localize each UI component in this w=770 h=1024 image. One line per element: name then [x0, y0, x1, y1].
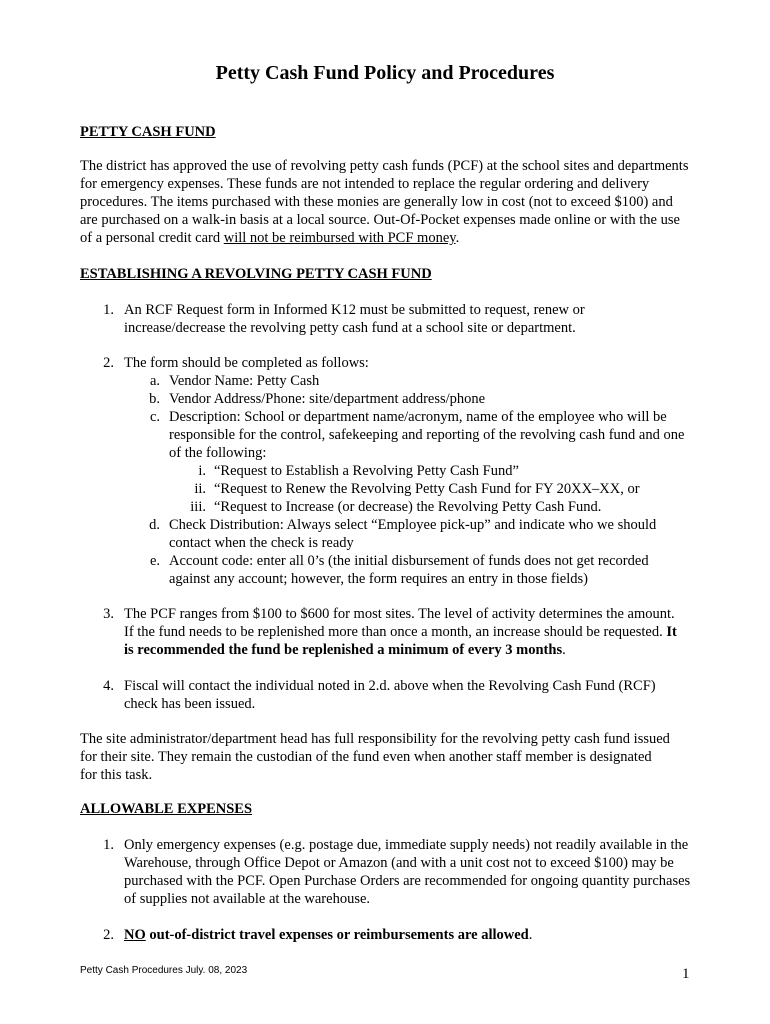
underlined-phrase: will not be reimbursed with PCF money: [223, 230, 456, 246]
roman-list-item: “Request to Establish a Revolving Petty Cash Fund”: [214, 463, 519, 479]
paragraph-text: The district has approved the use of revolving petty cash funds (PCF) at the school sites and departments for emergency expenses. These funds are not intended to replace the regular ordering and delivery procedures. The items purchased with these monies are generally low in cost (not to exceed $100) and are purchased on a walk-in basis at a local source. Out-Of-Pocket expenses made online or with the use of a personal credit card: [80, 158, 689, 246]
list-item: An RCF Request form in Informed K12 must be submitted to request, renew or increase/decrease the revolving petty cash fund at a school site or department.: [124, 302, 585, 336]
sub-list-letter: e.: [149, 553, 160, 569]
sub-list-item: Vendor Name: Petty Cash: [169, 373, 320, 389]
roman-list-item: “Request to Renew the Revolving Petty Cash Fund for FY 20XX–XX, or: [214, 481, 640, 497]
section-heading-establishing: ESTABLISHING A REVOLVING PETTY CASH FUND: [80, 266, 432, 282]
roman-list-item: “Request to Increase (or decrease) the Revolving Petty Cash Fund.: [214, 499, 602, 515]
list-item: Fiscal will contact the individual noted in 2.d. above when the Revolving Cash Fund (RCF) check has been issued.: [124, 678, 656, 712]
sub-list-letter: d.: [149, 517, 160, 533]
bold-recommendation: It is recommended the fund be replenished a minimum of every 3 months: [124, 624, 677, 658]
list-item-end: .: [528, 927, 533, 943]
bold-travel-statement: out-of-district travel expenses or reimbursements are allowed: [145, 927, 529, 943]
sub-list-letter: a.: [149, 373, 160, 389]
list-item: [124, 605, 684, 659]
list-item: The form should be completed as follows:: [124, 355, 369, 371]
list-number: 3.: [103, 606, 114, 622]
sub-list-letter: b.: [149, 391, 160, 407]
page-title: Petty Cash Fund Policy and Procedures: [215, 62, 555, 84]
list-number: 4.: [103, 678, 114, 694]
petty-cash-fund-paragraph: [80, 157, 690, 247]
page-number: 1: [682, 966, 690, 982]
sub-list-letter: c.: [149, 409, 160, 425]
sub-list-item: Account code: enter all 0’s (the initial disbursement of funds does not get recorded against any account; however, the form requires an entry in those fields): [169, 553, 649, 587]
underlined-no: NO: [124, 927, 146, 943]
list-number: 2.: [103, 355, 114, 371]
sub-list-item: Check Distribution: Always select “Employee pick-up” and indicate who we should contact when the check is ready: [169, 517, 657, 551]
roman-numeral: ii.: [194, 481, 206, 497]
list-number: 1.: [103, 302, 114, 318]
list-number: 1.: [103, 837, 114, 853]
list-number: 2.: [103, 927, 114, 943]
paragraph-end: .: [455, 230, 460, 246]
custodian-paragraph: The site administrator/department head has full responsibility for the revolving petty cash fund issued for their site. They remain the custodian of the fund even when another staff member is designated for this task.: [80, 731, 670, 783]
section-heading-petty-cash-fund: PETTY CASH FUND: [80, 124, 216, 140]
roman-numeral: iii.: [190, 499, 206, 515]
list-item-text: The PCF ranges from $100 to $600 for most sites. The level of activity determines the amount. If the fund needs to be replenished more than once a month, an increase should be requested.: [124, 606, 675, 640]
section-heading-allowable-expenses: ALLOWABLE EXPENSES: [80, 801, 253, 817]
footer-date: Petty Cash Procedures July. 08, 2023: [80, 965, 248, 976]
sub-list-item: Vendor Address/Phone: site/department address/phone: [169, 391, 486, 407]
list-item: Only emergency expenses (e.g. postage due, immediate supply needs) not readily available in the Warehouse, through Office Depot or Amazon (and with a unit cost not to exceed $100) may be purchased with the PCF. Open Purchase Orders are recommended for ongoing quantity purchases of supplies not available at the warehouse.: [124, 837, 691, 907]
list-item-end: .: [562, 642, 566, 658]
roman-numeral: i.: [198, 463, 206, 479]
list-item: [124, 926, 684, 944]
sub-list-item: Description: School or department name/acronym, name of the employee who will be responsible for the control, safekeeping and reporting of the revolving cash fund and one of the following:: [169, 409, 685, 461]
